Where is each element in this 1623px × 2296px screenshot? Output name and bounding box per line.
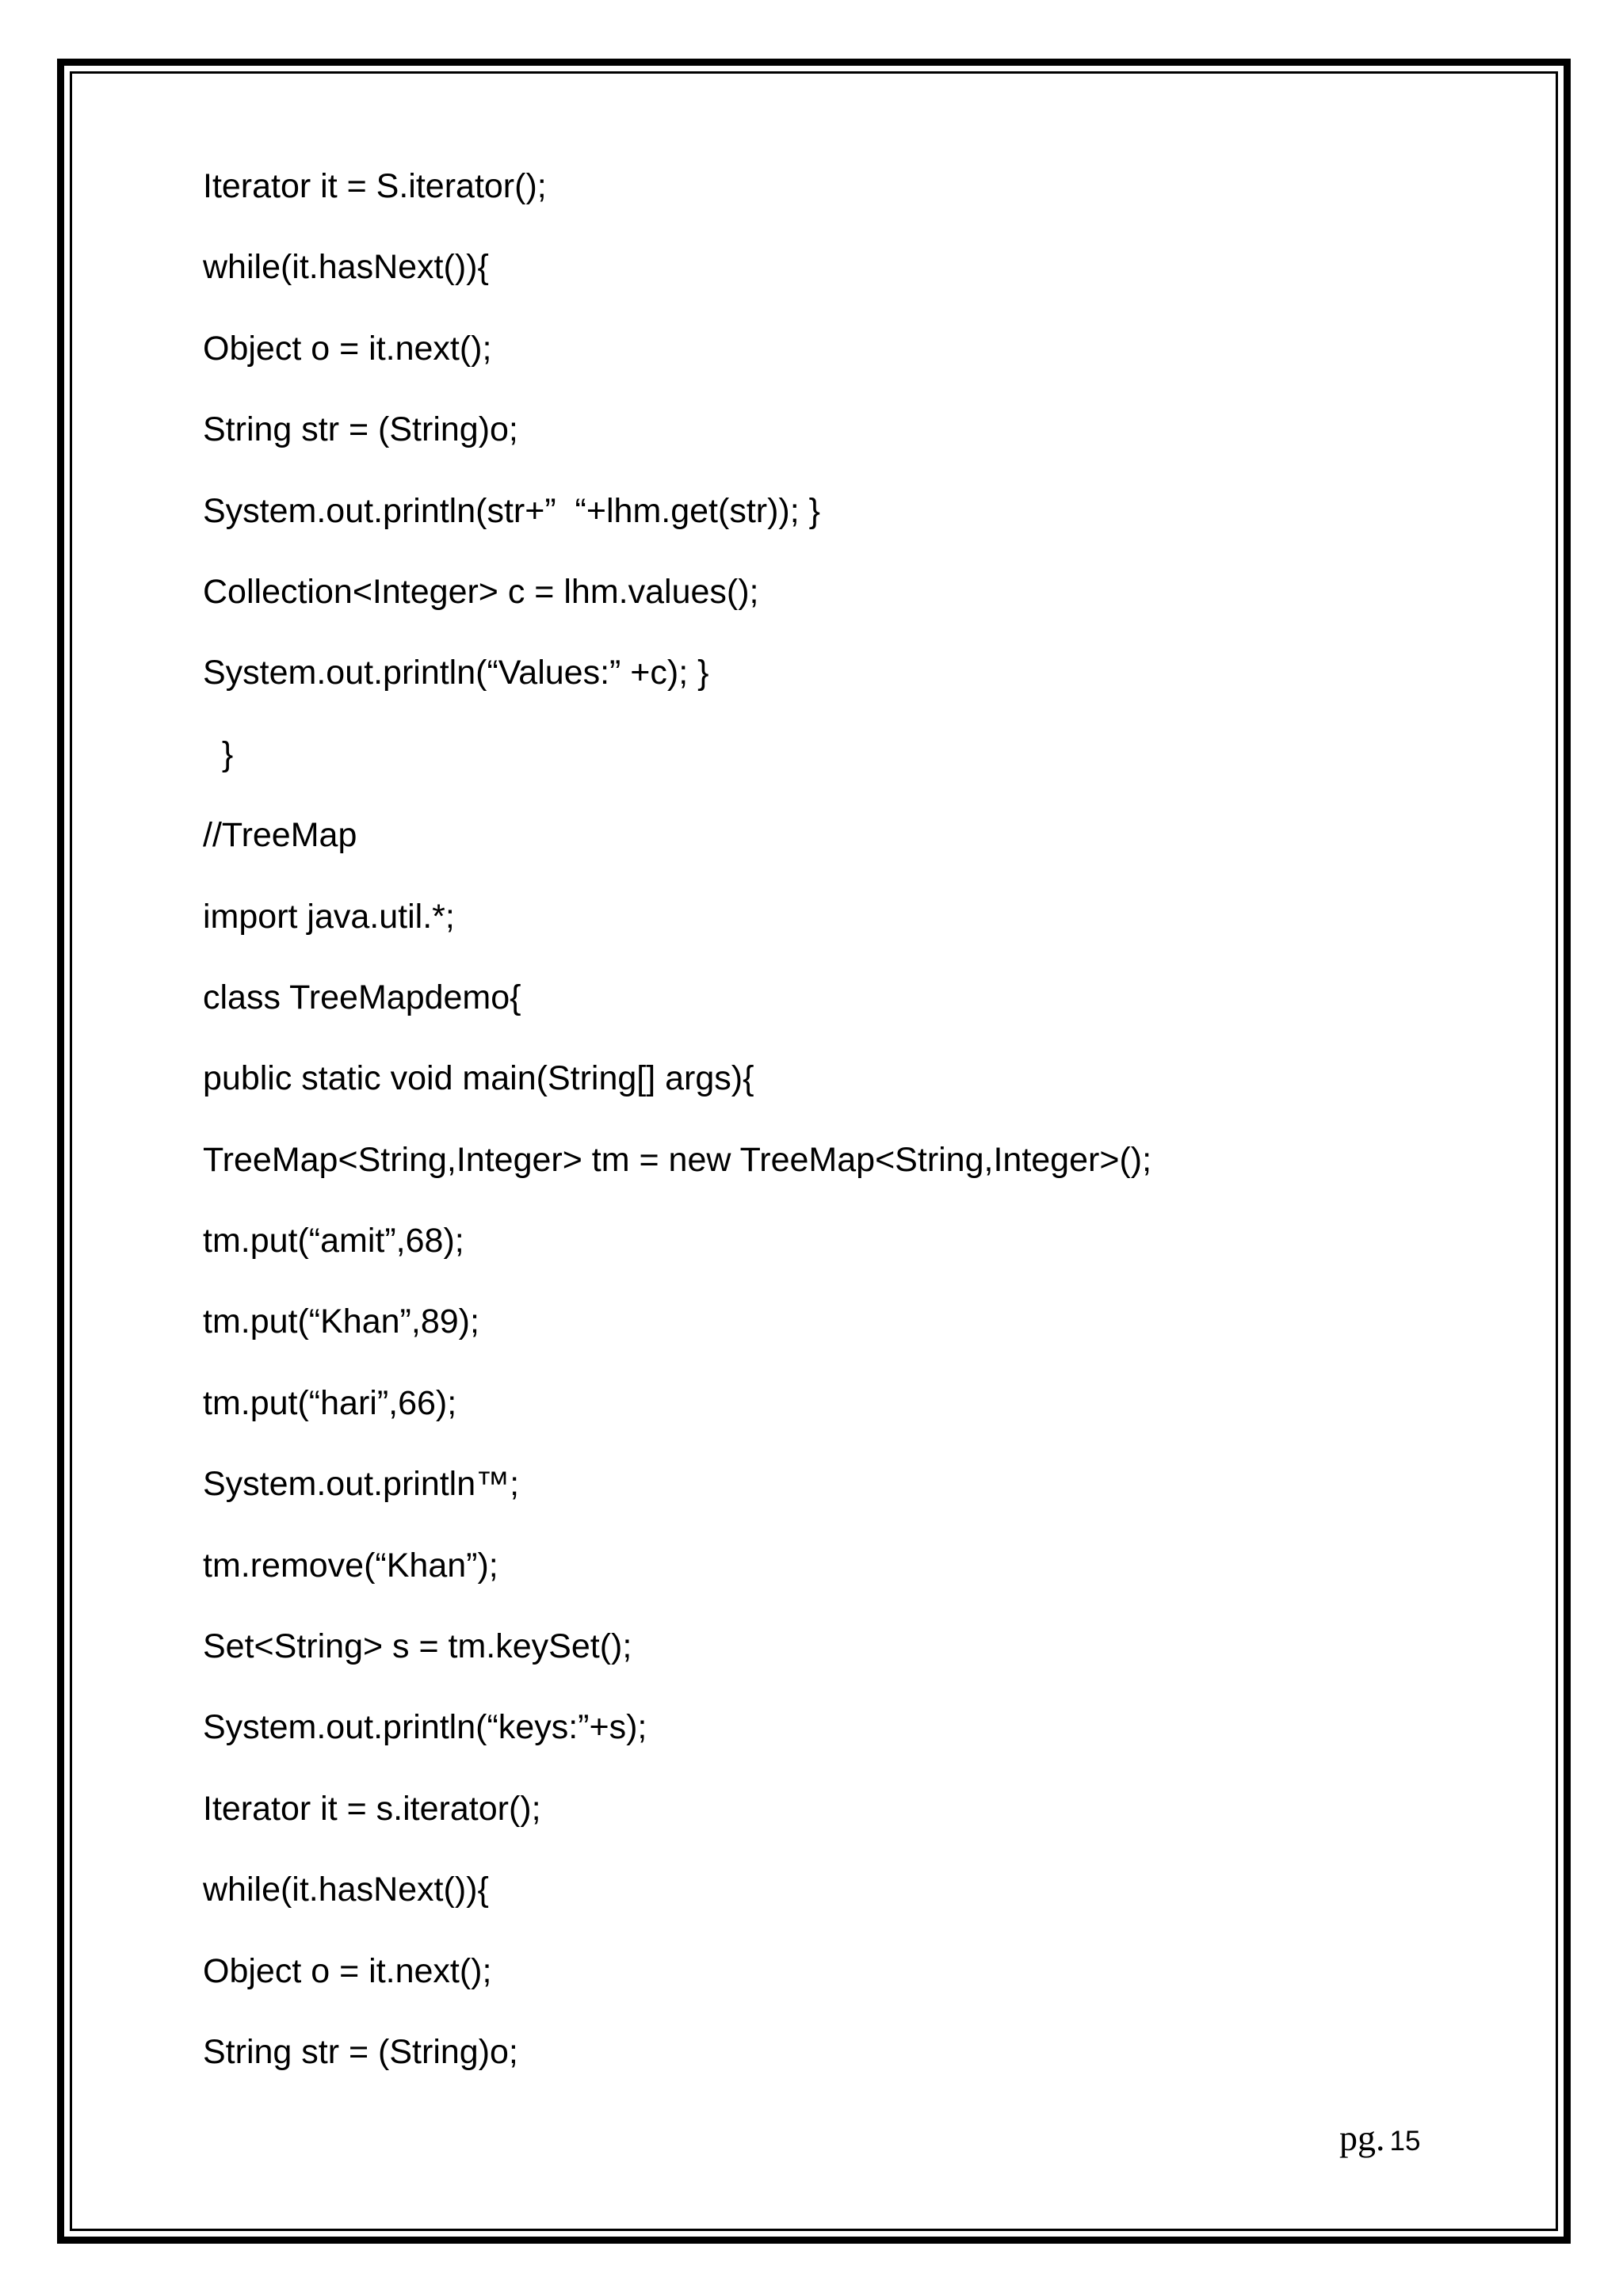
code-line: tm.put(“hari”,66); — [203, 1383, 457, 1422]
code-line: Set<String> s = tm.keySet(); — [203, 1627, 632, 1666]
code-line: Iterator it = s.iterator(); — [203, 1789, 541, 1828]
code-line: Collection<Integer> c = lhm.values(); — [203, 572, 759, 611]
code-line: import java.util.*; — [203, 897, 455, 936]
code-line: Object o = it.next(); — [203, 329, 492, 368]
code-line: TreeMap<String,Integer> tm = new TreeMap<String,Integer>(); — [203, 1140, 1152, 1179]
code-line: while(it.hasNext()){ — [203, 248, 489, 287]
code-line: Object o = it.next(); — [203, 1951, 492, 1990]
code-line: Iterator it = S.iterator(); — [203, 167, 547, 205]
page-number-value: 15 — [1389, 2126, 1421, 2157]
code-line: public static void main(String[] args){ — [203, 1059, 754, 1098]
code-line: System.out.println™; — [203, 1465, 520, 1504]
code-line: class TreeMapdemo{ — [203, 978, 521, 1016]
page-number-label: pg. — [1339, 2118, 1385, 2158]
code-line: tm.remove(“Khan”); — [203, 1546, 498, 1585]
code-block — [203, 162, 1151, 2109]
code-line: tm.put(“Khan”,89); — [203, 1302, 479, 1341]
code-line: String str = (String)o; — [203, 410, 518, 449]
code-line: System.out.println(“keys:”+s); — [203, 1708, 647, 1747]
code-line: } — [203, 734, 234, 773]
code-line: tm.put(“amit”,68); — [203, 1222, 464, 1261]
code-line: System.out.println(str+” “+lhm.get(str)); } — [203, 491, 820, 530]
code-line: String str = (String)o; — [203, 2032, 518, 2071]
code-line: while(it.hasNext()){ — [203, 1871, 489, 1909]
page-number — [1339, 2117, 1420, 2159]
code-line: System.out.println(“Values:” +c); } — [203, 654, 709, 692]
code-line: //TreeMap — [203, 816, 357, 855]
